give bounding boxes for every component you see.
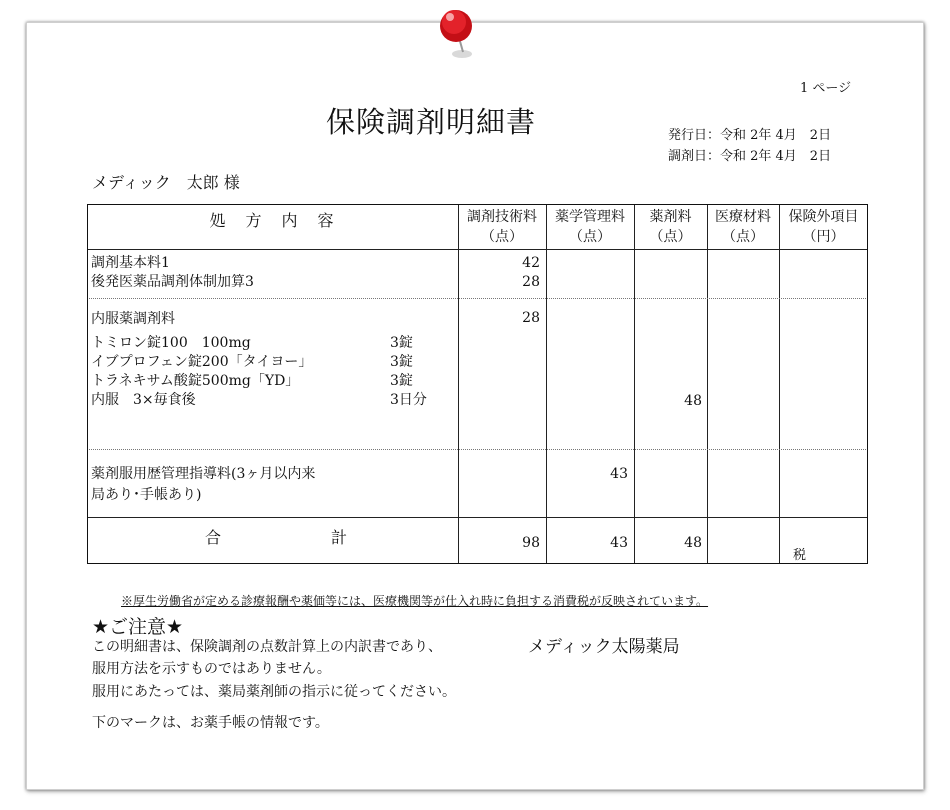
tax-footnote: ※厚生労働省が定める診療報酬や薬価等には、医療機関等が仕入れ時に負担する消費税が反映されています。	[121, 594, 709, 608]
total-tech: 98	[522, 535, 540, 551]
statement-table	[87, 204, 868, 564]
total-drug: 48	[684, 535, 702, 551]
section2-drug-fee: 48	[684, 393, 702, 409]
total-tax-label: 税	[793, 548, 807, 563]
drug-qty-2: 3錠	[390, 354, 413, 370]
col-header-material-fee: 医療材料 （点）	[715, 209, 771, 245]
section2-tech-value: 28	[522, 310, 540, 326]
col-header-content: 処 方 内 容	[209, 211, 336, 230]
col-header-mgmt-fee: 薬学管理料 （点）	[555, 209, 625, 245]
col-header-non-insured: 保険外項目 （円）	[788, 209, 859, 245]
section1-lines: 調剤基本料1 後発医薬品調剤体制加算3	[91, 255, 254, 290]
pushpin-icon	[432, 4, 482, 60]
section2-heading: 内服薬調剤料	[91, 311, 175, 327]
page-title: 保険調剤明細書	[326, 105, 537, 139]
section3-mgmt-value: 43	[610, 466, 628, 482]
drug-qty-1: 3錠	[390, 335, 413, 351]
total-label-right: 計	[331, 528, 348, 547]
drug-name-1: トミロン錠100 100mg	[91, 335, 251, 351]
section3-lines: 薬剤服用歴管理指導料(3ヶ月以内来 局あり･手帳あり)	[91, 466, 316, 503]
attention-line-1: この明細書は、保険調剤の点数計算上の内訳書であり、	[92, 639, 442, 655]
page-number: 1 ページ	[800, 81, 852, 96]
col-header-drug-fee: 薬剤料 （点）	[649, 209, 692, 245]
total-mgmt: 43	[610, 535, 628, 551]
drug-name-4: 内服 3×毎食後	[91, 392, 196, 408]
drug-qty-4: 3日分	[390, 392, 427, 408]
drug-qty-3: 3錠	[390, 373, 413, 389]
section1-tech-values: 42 28	[522, 255, 540, 290]
recipient-name: メディック 太郎 様	[92, 173, 240, 192]
attention-line-3: 服用にあたっては、薬局薬剤師の指示に従ってください。	[92, 684, 456, 700]
notebook-mark-note: 下のマークは、お薬手帳の情報です。	[92, 715, 329, 731]
issue-date: 発行日：令和 2年 4月 2日	[668, 128, 832, 143]
attention-title: ★ご注意★	[92, 616, 184, 638]
total-label-left: 合	[205, 528, 222, 547]
attention-line-2: 服用方法を示すものではありません。	[92, 661, 331, 677]
col-header-tech-fee: 調剤技術料 （点）	[467, 209, 537, 245]
drug-name-3: トラネキサム酸錠500mg「YD」	[91, 373, 300, 389]
drug-name-2: イブプロフェン錠200「タイヨー」	[91, 354, 313, 370]
dispense-date: 調剤日：令和 2年 4月 2日	[668, 149, 832, 164]
pharmacy-name: メディック太陽薬局	[528, 637, 680, 657]
